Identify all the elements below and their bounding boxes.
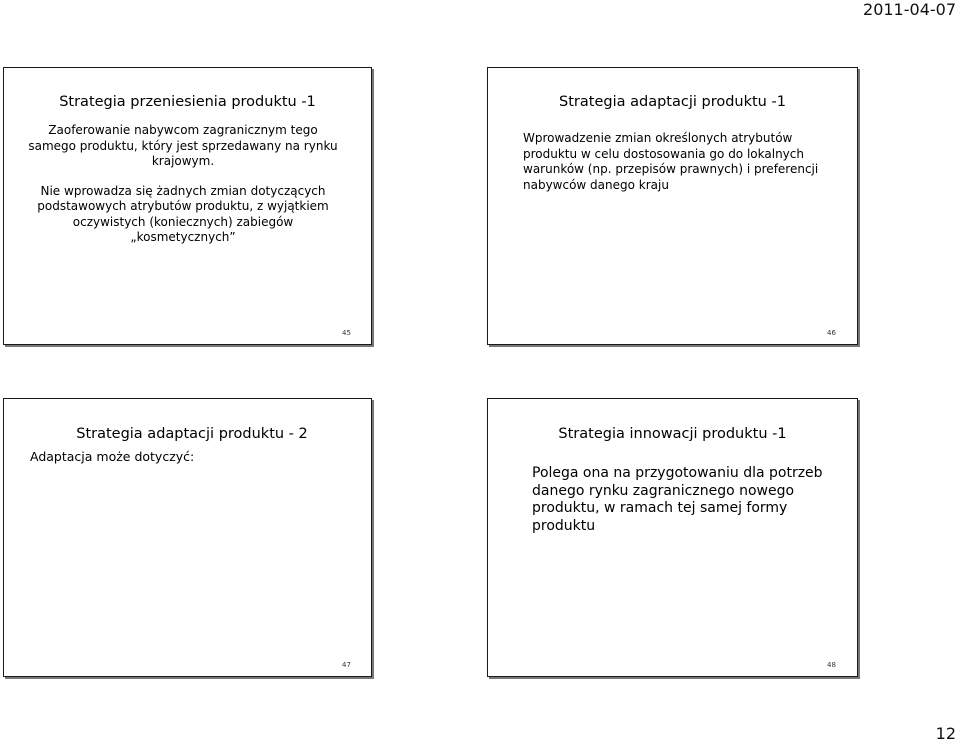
slide-paragraph: Zaoferowanie nabywcom zagranicznym tego samego produktu, który jest sprzedawany na rynku krajowym. <box>28 123 338 168</box>
slide-number: 46 <box>827 329 836 337</box>
slide-title: Strategia przeniesienia produktu -1 <box>59 94 316 110</box>
header-date: 2011-04-07 <box>863 0 956 19</box>
slide-body <box>532 465 832 535</box>
page-number: 12 <box>935 724 956 743</box>
slide-number: 47 <box>342 661 351 669</box>
slide-paragraph: Adaptacja może dotyczyć: <box>30 449 195 464</box>
slide-thumbnail-45 <box>3 67 372 345</box>
slide-thumbnail-47 <box>3 398 372 677</box>
slide-number: 45 <box>342 329 351 337</box>
slide-paragraph: Wprowadzenie zmian określonych atrybutów produktu w celu dostosowania go do lokalnych warunków (np. przepisów prawnych) i preferencji nabywców danego kraju <box>523 131 819 192</box>
slide-title: Strategia adaptacji produktu -1 <box>559 94 786 110</box>
slide-title: Strategia adaptacji produktu - 2 <box>76 426 308 442</box>
slide-body <box>30 449 330 465</box>
slide-body <box>523 131 823 193</box>
slide-paragraph: Nie wprowadza się żadnych zmian dotyczących podstawowych atrybutów produktu, z wyjątkiem oczywistych (koniecznych) zabiegów „kosmetycznych” <box>37 183 329 244</box>
slide-body <box>23 123 343 246</box>
slide-title: Strategia innowacji produktu -1 <box>558 426 787 442</box>
slide-paragraph: Polega ona na przygotowaniu dla potrzeb danego rynku zagranicznego nowego produktu, w ramach tej samej formy produktu <box>532 465 823 534</box>
slide-number: 48 <box>827 661 836 669</box>
slide-thumbnail-48 <box>487 398 858 677</box>
slide-thumbnail-46 <box>487 67 858 345</box>
